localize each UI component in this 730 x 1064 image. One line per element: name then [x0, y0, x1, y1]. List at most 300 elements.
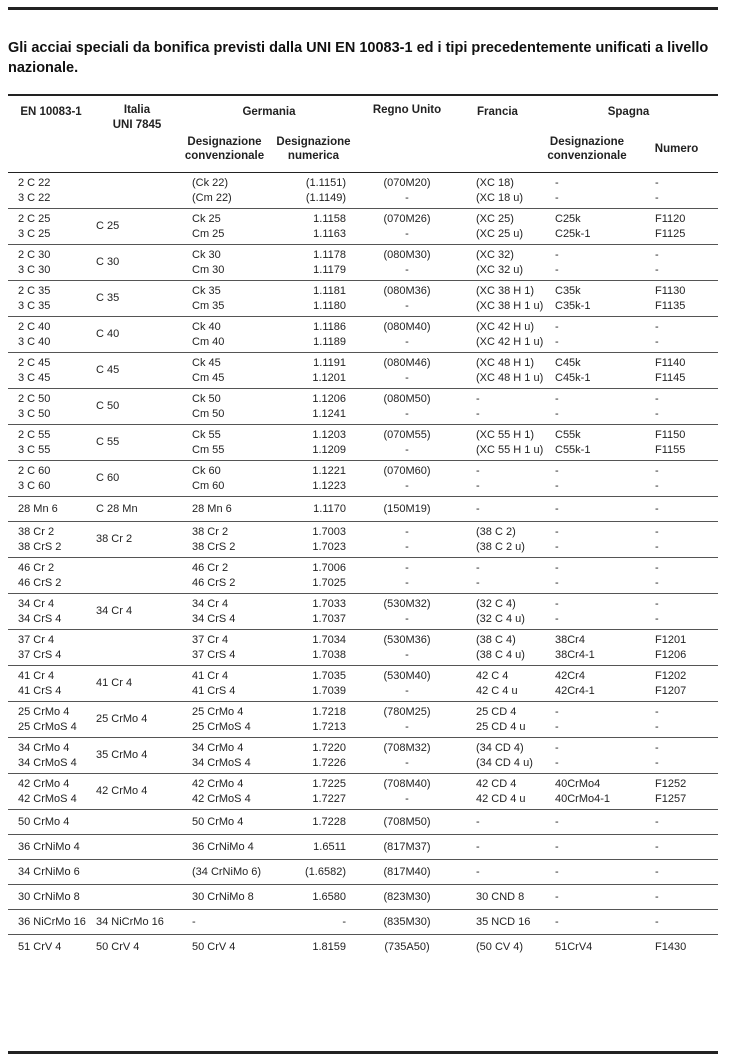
es-conventional-value: -	[555, 335, 559, 348]
cell-es-number	[635, 558, 718, 594]
steel-grades-table	[8, 97, 718, 959]
es-number-value: F1257	[655, 792, 687, 805]
cell-en-designation	[8, 389, 94, 425]
uni-designation-value: 42 CrMo 4	[96, 785, 148, 797]
uk-designation-value: (823M30)	[383, 890, 431, 903]
cell-de-numeric	[269, 522, 358, 558]
es-number-value: -	[655, 865, 659, 878]
table-row	[8, 885, 718, 910]
cell-uni-designation	[94, 860, 180, 885]
table-row	[8, 810, 718, 835]
cell-de-numeric	[269, 835, 358, 860]
cell-de-conventional	[180, 910, 269, 935]
cell-de-numeric	[269, 774, 358, 810]
en-designation-value: 2 C 50	[18, 392, 51, 405]
cell-fr-designation	[456, 209, 539, 245]
cell-es-conventional	[539, 317, 635, 353]
en-designation-value: 3 C 45	[18, 371, 51, 384]
cell-uni-designation	[94, 935, 180, 960]
es-number-value: F1130	[655, 284, 686, 297]
en-designation-value: 2 C 55	[18, 428, 51, 441]
cell-en-designation	[8, 835, 94, 860]
es-conventional-value: C25k	[555, 212, 581, 225]
es-number-value: -	[655, 320, 659, 333]
de-numeric-value: 1.7220	[312, 741, 346, 754]
es-number-value: F1202	[655, 669, 687, 682]
cell-en-designation	[8, 522, 94, 558]
cell-de-conventional	[180, 317, 269, 353]
cell-es-number	[635, 353, 718, 389]
cell-uni-designation	[94, 738, 180, 774]
cell-es-conventional	[539, 630, 635, 666]
de-conventional-value: 42 CrMo 4	[192, 777, 244, 790]
uk-designation-value: (780M25)	[383, 705, 431, 718]
en-designation-value: 3 C 22	[18, 191, 51, 204]
header-italia-label: Italia	[123, 104, 151, 116]
es-number-value: -	[655, 597, 659, 610]
cell-es-number	[635, 774, 718, 810]
cell-fr-designation	[456, 810, 539, 835]
uni-designation-value: 41 Cr 4	[96, 677, 133, 689]
uni-designation-value: C 45	[96, 364, 120, 376]
cell-de-numeric	[269, 910, 358, 935]
en-designation-value: 3 C 25	[18, 227, 51, 240]
cell-fr-designation	[456, 860, 539, 885]
fr-designation-value: (XC 38 H 1 u)	[476, 299, 544, 312]
cell-es-conventional	[539, 666, 635, 702]
es-conventional-value: 38Cr4	[555, 633, 585, 646]
de-numeric-value: 1.7039	[312, 684, 346, 697]
cell-de-numeric	[269, 860, 358, 885]
de-conventional-value: 42 CrMoS 4	[192, 792, 251, 805]
cell-uni-designation	[94, 558, 180, 594]
de-numeric-value: 1.1223	[312, 479, 346, 492]
cell-de-numeric	[269, 209, 358, 245]
uk-designation-value: -	[405, 443, 409, 456]
cell-uni-designation	[94, 594, 180, 630]
cell-es-conventional	[539, 774, 635, 810]
es-conventional-value: -	[555, 407, 559, 420]
es-conventional-value: -	[555, 320, 559, 333]
uk-designation-value: (070M55)	[383, 428, 431, 441]
es-number-value: F1252	[655, 777, 687, 790]
es-number-value: F1125	[655, 227, 686, 240]
es-conventional-value: -	[555, 525, 559, 538]
es-number-value: F1150	[655, 428, 686, 441]
cell-fr-designation	[456, 558, 539, 594]
cell-uni-designation	[94, 810, 180, 835]
cell-en-designation	[8, 935, 94, 960]
uni-designation-value: C 50	[96, 400, 120, 412]
de-conventional-value: (Cm 22)	[192, 191, 232, 204]
de-numeric-value: 1.1209	[312, 443, 346, 456]
uk-designation-value: -	[405, 612, 409, 625]
cell-es-number	[635, 738, 718, 774]
de-conventional-value: 25 CrMo 4	[192, 705, 244, 718]
en-designation-value: 2 C 40	[18, 320, 51, 333]
fr-designation-value: -	[476, 502, 480, 515]
es-conventional-value: -	[555, 720, 559, 733]
cell-de-numeric	[269, 702, 358, 738]
cell-fr-designation	[456, 281, 544, 317]
cell-de-numeric	[269, 558, 358, 594]
cell-de-conventional	[180, 885, 269, 910]
de-conventional-value: 50 CrMo 4	[192, 815, 244, 828]
de-numeric-value: 1.7227	[312, 792, 346, 805]
fr-designation-value: -	[476, 865, 480, 878]
de-numeric-value: 1.6580	[312, 890, 346, 903]
cell-es-number	[635, 245, 718, 281]
cell-de-conventional	[180, 558, 269, 594]
en-designation-value: 36 NiCrMo 16	[18, 915, 86, 928]
fr-designation-value: 42 CD 4 u	[476, 792, 526, 805]
fr-designation-value: (XC 25)	[476, 212, 514, 225]
de-numeric-value: 1.7034	[312, 633, 346, 646]
en-designation-value: 3 C 30	[18, 263, 51, 276]
de-numeric-value: (1.1149)	[305, 191, 346, 204]
cell-es-number	[635, 702, 718, 738]
en-designation-value: 3 C 55	[18, 443, 51, 456]
de-numeric-value: 1.1178	[313, 248, 346, 261]
cell-uk-designation	[358, 935, 456, 960]
en-designation-value: 2 C 60	[18, 464, 51, 477]
es-conventional-value: -	[555, 705, 559, 718]
cell-de-conventional	[180, 702, 269, 738]
es-number-value: F1140	[655, 356, 686, 369]
de-numeric-value: 1.1201	[312, 371, 346, 384]
cell-de-conventional	[180, 353, 269, 389]
cell-de-numeric	[269, 935, 358, 960]
cell-es-number	[635, 522, 718, 558]
cell-es-number	[635, 594, 718, 630]
uk-designation-value: (835M30)	[383, 915, 431, 928]
cell-de-numeric	[269, 738, 358, 774]
uni-designation-value: 34 NiCrMo 16	[96, 915, 164, 928]
de-conventional-value: 46 CrS 2	[192, 576, 236, 589]
fr-designation-value: (38 C 2 u)	[476, 540, 525, 553]
fr-designation-value: 25 CD 4	[476, 705, 517, 718]
cell-fr-designation	[456, 461, 539, 497]
uk-designation-value: -	[405, 648, 409, 661]
fr-designation-value: -	[476, 392, 480, 405]
cell-fr-designation	[456, 245, 539, 281]
de-numeric-value: 1.7228	[312, 815, 346, 828]
de-numeric-value: 1.1189	[313, 335, 346, 348]
table-row	[8, 558, 718, 594]
en-designation-value: 2 C 30	[18, 248, 51, 261]
de-numeric-value: (1.1151)	[305, 176, 346, 189]
uk-designation-value: (708M50)	[383, 815, 431, 828]
de-numeric-value: 1.1158	[313, 212, 346, 225]
cell-es-number	[635, 173, 718, 209]
cell-de-numeric	[269, 425, 358, 461]
en-designation-value: 34 Cr 4	[18, 597, 55, 610]
en-designation-value: 50 CrMo 4	[18, 815, 70, 828]
table-row	[8, 173, 718, 209]
header-de-conv: Designazione convenzionale	[184, 136, 265, 162]
cell-uk-designation	[358, 389, 456, 425]
cell-es-number	[635, 860, 718, 885]
cell-es-conventional	[539, 835, 635, 860]
cell-en-designation	[8, 497, 94, 522]
cell-es-number	[635, 425, 718, 461]
es-conventional-value: C35k-1	[555, 299, 591, 312]
table-row	[8, 317, 718, 353]
cell-uk-designation	[358, 885, 456, 910]
cell-en-designation	[8, 860, 94, 885]
cell-de-conventional	[180, 774, 269, 810]
cell-en-designation	[8, 630, 94, 666]
fr-designation-value: 42 CD 4	[476, 777, 517, 790]
cell-es-number	[635, 885, 718, 910]
es-number-value: -	[655, 890, 659, 903]
es-conventional-value: -	[555, 815, 559, 828]
header-germania: Germania	[242, 106, 296, 118]
uk-designation-value: -	[405, 792, 409, 805]
en-designation-value: 42 CrMo 4	[18, 777, 70, 790]
es-number-value: F1206	[655, 648, 687, 661]
cell-es-conventional	[539, 594, 635, 630]
de-conventional-value: Cm 35	[192, 299, 225, 312]
uk-designation-value: (817M40)	[383, 865, 431, 878]
fr-designation-value: (38 C 2)	[476, 525, 516, 538]
cell-uni-designation	[94, 630, 180, 666]
de-conventional-value: 50 CrV 4	[192, 940, 236, 953]
es-conventional-value: -	[555, 840, 559, 853]
cell-fr-designation	[456, 389, 539, 425]
cell-en-designation	[8, 461, 94, 497]
uk-designation-value: (070M26)	[383, 212, 431, 225]
uk-designation-value: -	[405, 191, 409, 204]
cell-de-conventional	[180, 835, 269, 860]
en-designation-value: 3 C 60	[18, 479, 51, 492]
de-numeric-value: 1.7025	[312, 576, 346, 589]
uk-designation-value: -	[405, 540, 409, 553]
de-conventional-value: Ck 40	[192, 320, 221, 333]
cell-uk-designation	[358, 594, 456, 630]
cell-es-number	[635, 281, 718, 317]
cell-uni-designation	[94, 885, 180, 910]
es-conventional-value: -	[555, 576, 559, 589]
de-numeric-value: 1.7226	[312, 756, 346, 769]
cell-es-conventional	[539, 702, 635, 738]
cell-de-numeric	[269, 810, 358, 835]
de-numeric-value: 1.1179	[313, 263, 346, 276]
cell-fr-designation	[456, 774, 539, 810]
es-number-value: F1207	[655, 684, 687, 697]
es-number-value: -	[655, 335, 659, 348]
fr-designation-value: (XC 48 H 1)	[476, 356, 535, 369]
cell-de-conventional	[180, 810, 269, 835]
de-numeric-value: 1.7218	[312, 705, 346, 718]
cell-es-conventional	[539, 173, 635, 209]
es-conventional-value: -	[555, 890, 559, 903]
uk-designation-value: -	[405, 371, 409, 384]
table-row	[8, 860, 718, 885]
uk-designation-value: (070M60)	[383, 464, 431, 477]
uk-designation-value: (150M19)	[383, 502, 431, 515]
uk-designation-value: (080M30)	[383, 248, 431, 261]
es-number-value: -	[655, 392, 659, 405]
cell-es-conventional	[539, 281, 635, 317]
en-designation-value: 38 CrS 2	[18, 540, 62, 553]
de-conventional-value: Cm 55	[192, 443, 225, 456]
en-designation-value: 36 CrNiMo 4	[18, 840, 80, 853]
cell-uk-designation	[358, 860, 456, 885]
es-conventional-value: -	[555, 540, 559, 553]
top-rule	[8, 7, 718, 10]
fr-designation-value: (XC 18 u)	[476, 191, 524, 204]
cell-es-conventional	[539, 885, 635, 910]
en-designation-value: 2 C 22	[18, 176, 51, 189]
es-conventional-value: -	[555, 502, 559, 515]
header-uni-label: UNI 7845	[112, 119, 162, 131]
cell-uni-designation	[94, 389, 180, 425]
es-conventional-value: 40CrMo4-1	[555, 792, 611, 805]
de-numeric-value: 1.1186	[313, 320, 346, 333]
en-designation-value: 46 CrS 2	[18, 576, 62, 589]
page-title: Gli acciai speciali da bonifica previsti dalla UNI EN 10083-1 ed i tipi precedentemente unificati a livello nazionale.	[8, 40, 709, 76]
cell-fr-designation	[456, 522, 539, 558]
es-conventional-value: C55k	[555, 428, 581, 441]
es-number-value: -	[655, 464, 659, 477]
uk-designation-value: (080M50)	[383, 392, 431, 405]
uk-designation-value: (817M37)	[383, 840, 431, 853]
cell-es-number	[635, 317, 718, 353]
en-designation-value: 25 CrMoS 4	[18, 720, 77, 733]
de-conventional-value: Cm 50	[192, 407, 225, 420]
es-conventional-value: C35k	[555, 284, 581, 297]
en-designation-value: 34 CrMo 4	[18, 741, 70, 754]
fr-designation-value: 35 NCD 16	[476, 915, 531, 928]
es-number-value: -	[655, 561, 659, 574]
en-designation-value: 46 Cr 2	[18, 561, 55, 574]
fr-designation-value: (XC 55 H 1 u)	[476, 443, 544, 456]
cell-en-designation	[8, 738, 94, 774]
es-number-value: -	[655, 741, 659, 754]
es-number-value: F1145	[655, 371, 686, 384]
cell-fr-designation	[456, 594, 539, 630]
es-number-value: -	[655, 756, 659, 769]
es-number-value: -	[655, 840, 659, 853]
fr-designation-value: -	[476, 407, 480, 420]
uni-designation-value: C 55	[96, 436, 120, 448]
cell-fr-designation	[456, 173, 539, 209]
cell-en-designation	[8, 774, 94, 810]
cell-uk-designation	[358, 702, 456, 738]
cell-es-conventional	[539, 860, 635, 885]
cell-en-designation	[8, 245, 94, 281]
es-number-value: -	[655, 479, 659, 492]
cell-de-numeric	[269, 594, 358, 630]
cell-uni-designation	[94, 461, 180, 497]
de-conventional-value: 34 CrS 4	[192, 612, 236, 625]
cell-fr-designation	[456, 630, 539, 666]
cell-de-numeric	[269, 281, 358, 317]
de-conventional-value: 34 Cr 4	[192, 597, 229, 610]
table-row	[8, 497, 718, 522]
es-number-value: -	[655, 407, 659, 420]
cell-en-designation	[8, 702, 94, 738]
cell-uni-designation	[94, 910, 180, 935]
uk-designation-value: -	[405, 720, 409, 733]
cell-en-designation	[8, 810, 94, 835]
en-designation-value: 3 C 50	[18, 407, 51, 420]
en-designation-value: 34 CrMoS 4	[18, 756, 77, 769]
de-conventional-value: Ck 25	[192, 212, 221, 225]
de-conventional-value: 46 Cr 2	[192, 561, 229, 574]
table-row	[8, 935, 718, 960]
es-number-value: F1120	[655, 212, 686, 225]
cell-es-number	[635, 389, 718, 425]
de-numeric-value: 1.1221	[312, 464, 346, 477]
uk-designation-value: -	[405, 525, 409, 538]
fr-designation-value: -	[476, 576, 480, 589]
uk-designation-value: -	[405, 227, 409, 240]
de-numeric-value: -	[342, 915, 346, 928]
cell-es-number	[635, 666, 718, 702]
es-number-value: F1201	[655, 633, 687, 646]
uk-designation-value: -	[405, 335, 409, 348]
header-italia	[94, 97, 180, 173]
cell-uni-designation	[94, 774, 180, 810]
uni-designation-value: C 30	[96, 256, 120, 268]
fr-designation-value: (38 C 4 u)	[476, 648, 525, 661]
de-conventional-value: Cm 45	[192, 371, 225, 384]
cell-fr-designation	[456, 666, 539, 702]
fr-designation-value: -	[476, 464, 480, 477]
es-conventional-value: -	[555, 191, 559, 204]
es-number-value: -	[655, 263, 659, 276]
cell-uk-designation	[358, 774, 456, 810]
cell-uk-designation	[358, 317, 456, 353]
uk-designation-value: (080M46)	[383, 356, 431, 369]
cell-de-numeric	[269, 461, 358, 497]
cell-fr-designation	[456, 885, 539, 910]
es-conventional-value: C55k-1	[555, 443, 591, 456]
table-row	[8, 630, 718, 666]
table-row	[8, 425, 718, 461]
fr-designation-value: -	[476, 840, 480, 853]
de-numeric-value: 1.7023	[312, 540, 346, 553]
cell-es-conventional	[539, 522, 635, 558]
en-designation-value: 2 C 25	[18, 212, 51, 225]
es-conventional-value: -	[555, 756, 559, 769]
cell-uk-designation	[358, 353, 456, 389]
de-conventional-value: Ck 30	[192, 248, 221, 261]
cell-es-conventional	[539, 209, 635, 245]
cell-en-designation	[8, 317, 94, 353]
de-conventional-value: 30 CrNiMo 8	[192, 890, 254, 903]
es-conventional-value: -	[555, 248, 559, 261]
de-numeric-value: 1.1181	[313, 284, 346, 297]
cell-es-conventional	[539, 738, 635, 774]
de-conventional-value: 38 CrS 2	[192, 540, 236, 553]
cell-es-conventional	[539, 245, 635, 281]
fr-designation-value: (XC 55 H 1)	[476, 428, 535, 441]
uk-designation-value: (708M32)	[383, 741, 431, 754]
fr-designation-value: (XC 32)	[476, 248, 514, 261]
cell-es-number	[635, 935, 718, 960]
es-number-value: -	[655, 525, 659, 538]
cell-fr-designation	[456, 497, 539, 522]
cell-en-designation	[8, 666, 94, 702]
de-conventional-value: 37 CrS 4	[192, 648, 236, 661]
cell-es-number	[635, 630, 718, 666]
en-designation-value: 42 CrMoS 4	[18, 792, 77, 805]
cell-uk-designation	[358, 522, 456, 558]
cell-de-conventional	[180, 461, 269, 497]
